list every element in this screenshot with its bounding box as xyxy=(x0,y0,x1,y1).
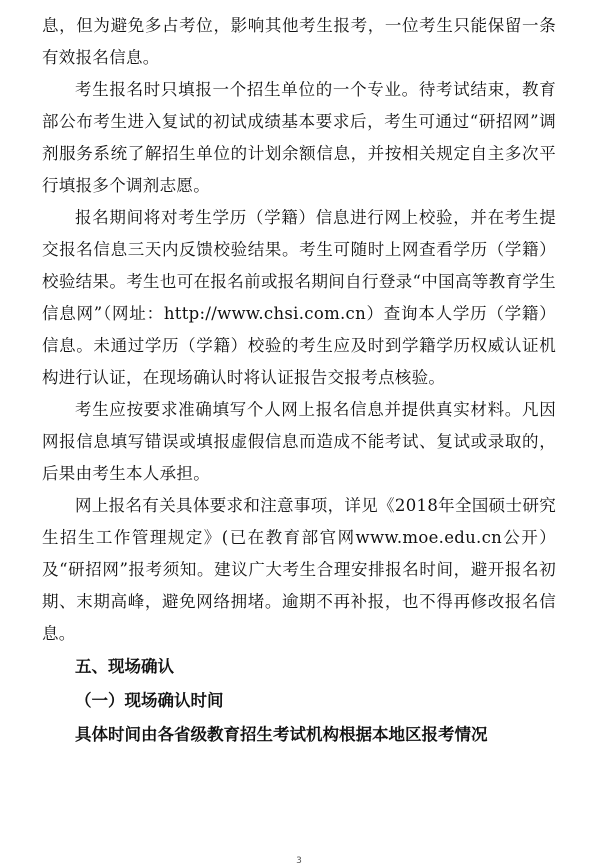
paragraph-major-selection: 考生报名时只填报一个招生单位的一个专业。待考试结束，教育部公布考生进入复试的初试成绩基本要求后，考生可通过“研招网”调剂服务系统了解招生单位的计划余额信息，并按相关规定自主多次平行填报多个调剂志愿。 xyxy=(42,80,556,195)
paragraph-continuation: 息，但为避免多占考位，影响其他考生报考，一位考生只能保留一条有效报名信息。 xyxy=(42,16,556,67)
document-page xyxy=(42,10,556,752)
subsection-heading: （一）现场确认时间 xyxy=(75,691,224,710)
page-number: 3 xyxy=(296,856,302,866)
section-heading: 五、现场确认 xyxy=(75,657,174,676)
paragraph-online-registration-notes: 网上报名有关具体要求和注意事项，详见《2018年全国硕士研究生招生工作管理规定》(已在教育部官网www.moe.edu.cn公开）及“研招网”报考须知。建议广大考生合理安排报名时间，避开报名初期、末期高峰，避免网络拥堵。逾期不再补报，也不得再修改报名信息。 xyxy=(42,496,556,643)
paragraph-education-verification: 报名期间将对考生学历（学籍）信息进行网上校验，并在考生提交报名信息三天内反馈校验结果。考生可随时上网查看学历（学籍）校验结果。考生也可在报名前或报名期间自行登录“中国高等教育学生信息网”（网址：http://www.chsi.com.cn）查询本人学历（学籍）信息。未通过学历（学籍）校验的考生应及时到学籍学历权威认证机构进行认证，在现场确认时将认证报告交报考点核验。 xyxy=(42,208,556,387)
paragraph-accurate-information: 考生应按要求准确填写个人网上报名信息并提供真实材料。凡因网报信息填写错误或填报虚假信息而造成不能考试、复试或录取的，后果由考生本人承担。 xyxy=(42,400,556,483)
bold-paragraph: 具体时间由各省级教育招生考试机构根据本地区报考情况 xyxy=(75,725,488,744)
